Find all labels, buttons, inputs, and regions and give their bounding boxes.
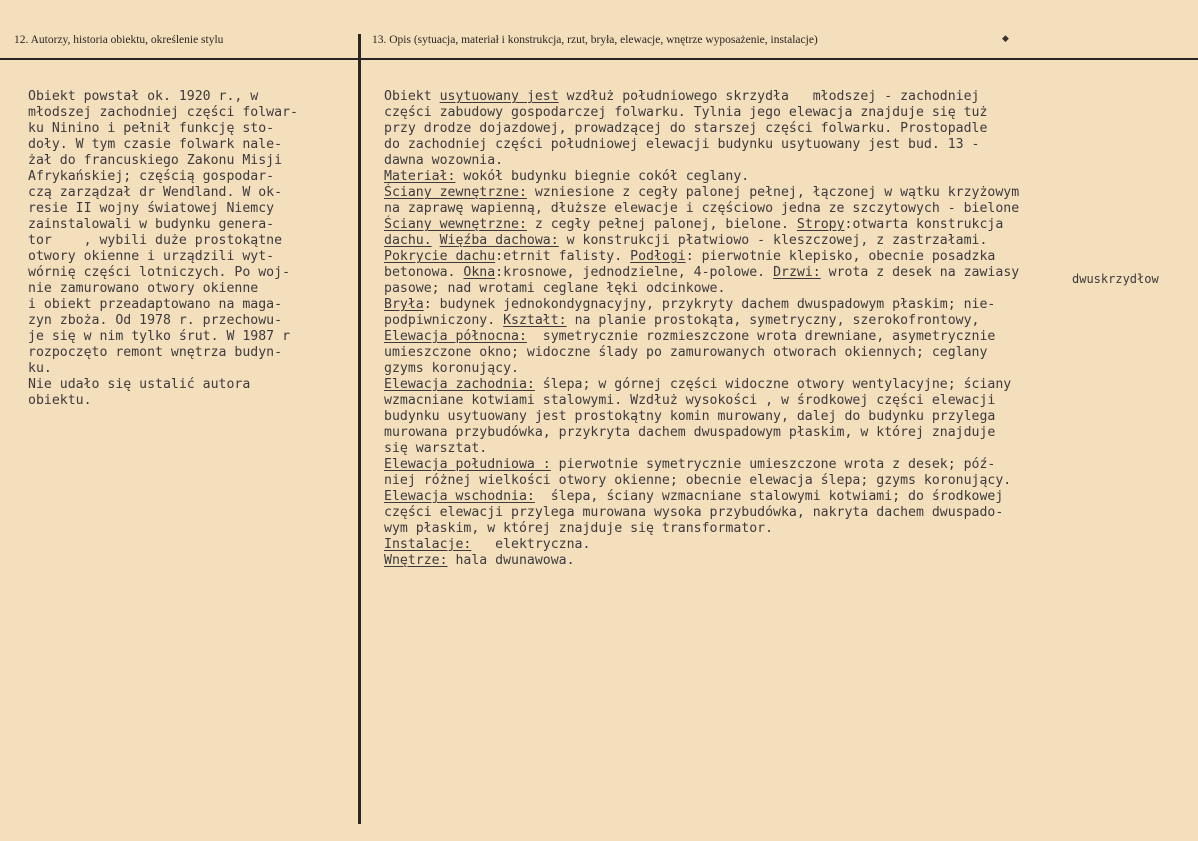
description-text-segment: w konstrukcji płatwiowo - kleszczowej, z zastrzałami. — [558, 233, 988, 248]
description-line — [384, 537, 1019, 553]
section-13-header: 13. Opis (sytuacja, materiał i konstrukcja, rzut, bryła, elewacje, wnętrze wyposażenie, instalacje) — [372, 34, 818, 46]
history-line: nie zamurowano otwory okienne — [28, 281, 259, 296]
history-line: Obiekt powstał ok. 1920 r., w — [28, 89, 259, 104]
description-text-segment: ślepa, ściany wzmacniane stalowymi kotwiami; do środkowej — [534, 489, 1004, 504]
description-line — [384, 393, 1019, 409]
description-text-segment: niej różnej wielkości otwory okienne; obecnie elewacja ślepa; gzyms koronujący. — [384, 473, 1012, 488]
field-label: Ściany zewnętrzne: — [384, 185, 527, 200]
description-text-segment: : budynek jednokondygnacyjny, przykryty dachem dwuspadowym płaskim; nie- — [423, 297, 996, 312]
description-text — [384, 89, 1019, 569]
description-line — [384, 377, 1019, 393]
description-line — [384, 105, 1019, 121]
history-line: rozpoczęto remont wnętrza budyn- — [28, 345, 283, 360]
field-label: Podłogi — [630, 249, 686, 264]
field-label: Bryła — [384, 297, 424, 312]
ink-mark: ◆ — [1002, 34, 1009, 44]
description-line — [384, 473, 1019, 489]
description-text-segment: z cegły pełnej palonej, bielone. — [526, 217, 797, 232]
description-text-segment: pasowe; nad wrotami ceglane łęki odcinkowe. — [384, 281, 726, 296]
description-line — [384, 217, 1019, 233]
description-text-segment: wym płaskim, w której znajduje się transformator. — [384, 521, 774, 536]
description-text-segment: :krosnowe, jednodzielne, 4-polowe. — [495, 265, 774, 280]
history-line: Nie udało się ustalić autora — [28, 377, 251, 392]
field-label: Elewacja północna: — [384, 329, 527, 344]
field-label: Elewacja południowa : — [384, 457, 551, 472]
description-text-segment: hala dwunawowa. — [447, 553, 575, 568]
description-line — [384, 505, 1019, 521]
description-line — [384, 297, 1019, 313]
history-line: je się w nim tylko śrut. W 1987 r — [28, 329, 291, 344]
description-text-segment: części zabudowy gospodarczej folwarku. Tylnia jego elewacja znajduje się tuż — [384, 105, 988, 120]
field-label: Instalacje: — [384, 537, 472, 552]
header-rule — [0, 58, 1198, 60]
description-text-segment: podpiwniczony. — [384, 313, 504, 328]
field-label: Wnętrze: — [384, 553, 448, 568]
history-line: tor , wybili duże prostokątne — [28, 233, 283, 248]
description-text-segment: betonowa. — [384, 265, 464, 280]
description-line — [384, 121, 1019, 137]
description-line — [384, 201, 1019, 217]
description-line — [384, 489, 1019, 505]
history-line: otwory okienne i urządzili wyt- — [28, 249, 275, 264]
field-label: Pokrycie dachu — [384, 249, 496, 264]
history-line: ku. — [28, 361, 52, 376]
description-line — [384, 425, 1019, 441]
description-text-segment: wzniesione z cegły palonej pełnej, łączonej w wątku krzyżowym — [526, 185, 1020, 200]
history-line: młodszej zachodniej części folwar- — [28, 105, 298, 120]
history-line: wórnię części lotniczych. Po woj- — [28, 265, 291, 280]
description-text-segment: pierwotnie symetrycznie umieszczone wrota z desek; póź- — [550, 457, 996, 472]
description-text-segment: gzyms koronujący. — [384, 361, 519, 376]
description-line — [384, 409, 1019, 425]
history-line: zainstalowali w budynku genera- — [28, 217, 275, 232]
column-divider — [358, 34, 361, 824]
description-text-segment: :otwarta konstrukcja — [844, 217, 1004, 232]
history-line: żał do francuskiego Zakonu Misji — [28, 153, 283, 168]
description-text-segment: wokół budynku biegnie cokół ceglany. — [455, 169, 750, 184]
field-label: Ściany wewnętrzne: — [384, 217, 527, 232]
history-line: zyn zboża. Od 1978 r. przechowu- — [28, 313, 283, 328]
description-line — [384, 441, 1019, 457]
description-text-segment: części elewacji przylega murowana wysoka przybudówka, nakryta dachem dwuspado- — [384, 505, 1004, 520]
description-text-segment: do zachodniej części południowej elewacji budynku usytuowany jest bud. 13 - — [384, 137, 980, 152]
description-line — [384, 329, 1019, 345]
field-label: Więźba dachowa: — [439, 233, 559, 248]
field-label: dachu. — [384, 233, 432, 248]
description-text-segment: Obiekt — [384, 89, 440, 104]
history-text — [28, 89, 298, 409]
field-label: Stropy — [796, 217, 845, 232]
description-text-segment: symetrycznie rozmieszczone wrota drewniane, asymetrycznie — [526, 329, 996, 344]
description-text-segment: murowana przybudówka, przykryta dachem dwuspadowym płaskim, w której znajduje — [384, 425, 996, 440]
overtyped-word: dwuskrzydłow — [1072, 272, 1159, 286]
description-line — [384, 169, 1019, 185]
description-text-segment: się warsztat. — [384, 441, 488, 456]
description-line — [384, 265, 1019, 281]
description-line — [384, 313, 1019, 329]
description-line — [384, 89, 1019, 105]
field-label: usytuowany jest — [439, 89, 559, 104]
field-label: Drzwi: — [773, 265, 821, 280]
field-label: Materiał: — [384, 169, 456, 184]
field-label: Kształt: — [503, 313, 567, 328]
description-text-segment: : pierwotnie klepisko, obecnie posadzka — [685, 249, 996, 264]
description-line — [384, 185, 1019, 201]
description-text-segment: ślepa; w górnej części widoczne otwory wentylacyjne; ściany — [534, 377, 1012, 392]
description-line — [384, 281, 1019, 297]
description-text-segment: wzdłuż południowego skrzydła młodszej - zachodniej — [558, 89, 980, 104]
history-line: resie II wojny światowej Niemcy — [28, 201, 275, 216]
description-line — [384, 345, 1019, 361]
description-line — [384, 233, 1019, 249]
description-text-segment — [432, 233, 440, 248]
description-text-segment: wzmacniane kotwiami stalowymi. Wzdłuż wysokości , w środkowej części elewacji — [384, 393, 996, 408]
description-line — [384, 521, 1019, 537]
description-line — [384, 361, 1019, 377]
history-line: czą zarządzał dr Wendland. W ok- — [28, 185, 283, 200]
description-line — [384, 457, 1019, 473]
description-text-segment: wrota z desek na zawiasy — [820, 265, 1020, 280]
description-line — [384, 553, 1019, 569]
history-line: i obiekt przeadaptowano na maga- — [28, 297, 283, 312]
description-text-segment: dawna wozownia. — [384, 153, 504, 168]
history-line: obiektu. — [28, 393, 92, 408]
history-line: doły. W tym czasie folwark nale- — [28, 137, 283, 152]
history-line: Afrykańskiej; częścią gospodar- — [28, 169, 275, 184]
field-label: Elewacja zachodnia: — [384, 377, 535, 392]
description-text-segment: budynku usytuowany jest prostokątny komin murowany, dalej do budynku przylega — [384, 409, 996, 424]
description-text-segment: na zaprawę wapienną, dłuższe elewacje i częściowo jedna ze szczytowych - bielone — [384, 201, 1020, 216]
field-label: Okna — [463, 265, 496, 280]
description-text-segment: elektryczna. — [471, 537, 591, 552]
field-label: Elewacja wschodnia: — [384, 489, 535, 504]
history-line: ku Ninino i pełnił funkcję sto- — [28, 121, 275, 136]
description-line — [384, 249, 1019, 265]
description-text-segment: :etrnit falisty. — [495, 249, 631, 264]
description-text-segment: na planie prostokąta, symetryczny, szerokofrontowy, — [566, 313, 980, 328]
description-line — [384, 137, 1019, 153]
description-text-segment: przy drodze dojazdowej, prowadzącej do starszej części folwarku. Prostopadle — [384, 121, 988, 136]
section-12-header: 12. Autorzy, historia obiektu, określenie stylu — [14, 34, 224, 46]
description-text-segment: umieszczone okno; widoczne ślady po zamurowanych otworach okiennych; ceglany — [384, 345, 988, 360]
description-line — [384, 153, 1019, 169]
